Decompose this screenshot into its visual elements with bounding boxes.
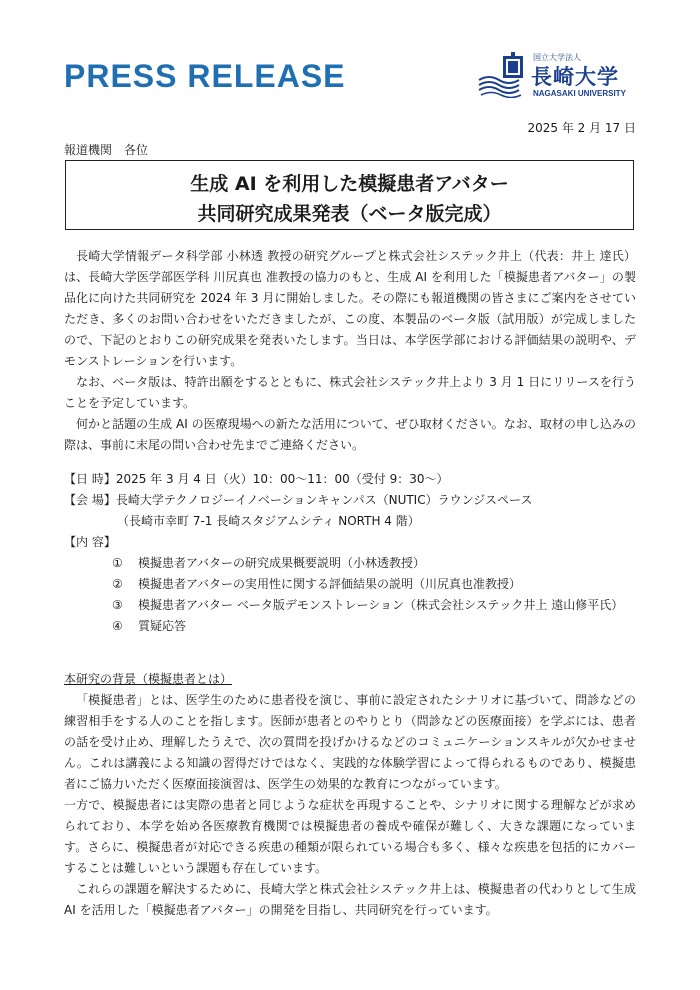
agenda-number: ① bbox=[112, 556, 123, 570]
content-label: 【内 容】 bbox=[64, 535, 116, 549]
background-heading: 本研究の背景（模擬患者とは） bbox=[64, 672, 233, 686]
venue-label: 【会 場】 bbox=[64, 493, 116, 507]
intro-paragraph: 長崎大学情報データ科学部 小林透 教授の研究グループと株式会社システック井上（代表：井上 達氏）は、長崎大学医学部医学科 川尻真也 准教授の協力のもと、生成 AI を利用した「模擬患者アバター」の製品化に向けた共同研究を 2024 年 3 月に開始しました。その際にも報道機関の皆さまにご案内をさせていただき、多くのお問い合わせをいただきましたが、この度、本製品のベータ版（試用版）が完成しましたので、下記のとおりこの研究成果を発表いたします。当日は、本学医学部における評価結果の説明や、デモンストレーションを行います。 bbox=[64, 249, 636, 368]
agenda-item bbox=[64, 616, 636, 637]
press-release-title: PRESS RELEASE bbox=[64, 58, 346, 94]
logo-english-name: NAGASAKI UNIVERSITY bbox=[533, 89, 626, 98]
event-venue: 長崎大学テクノロジーイノベーションキャンパス（NUTIC）ラウンジスペース bbox=[115, 493, 533, 507]
intro-section bbox=[64, 246, 636, 456]
background-section bbox=[64, 669, 636, 921]
university-logo bbox=[477, 50, 637, 100]
background-paragraph: これらの課題を解決するために、長崎大学と株式会社システック井上は、模擬患者の代わりとして生成 AI を活用した「模擬患者アバター」の開発を目指し、共同研究を行っています。 bbox=[64, 882, 636, 917]
title-box bbox=[65, 160, 634, 230]
background-paragraph: 一方で、模擬患者には実際の患者と同じような症状を再現することや、シナリオに関する理解などが求められており、本学を始め各医療教育機関では模擬患者の養成や確保が難しく、大きな課題になっています。さらに、模擬患者が対応できる疾患の種類が限られている場合も多く、様々な疾患を包括的にカバーすることは難しいという課題も存在しています。 bbox=[64, 798, 636, 875]
event-venue-row bbox=[64, 490, 636, 511]
event-venue-address: （長崎市幸町 7-1 長崎スタジアムシティ NORTH 4 階） bbox=[117, 514, 420, 528]
agenda-item bbox=[64, 553, 636, 574]
title-line-2: 共同研究成果発表（ベータ版完成） bbox=[197, 203, 502, 225]
agenda-text: 模擬患者アバターの研究成果概要説明（小林透教授） bbox=[138, 556, 426, 570]
title-line-1: 生成 AI を利用した模擬患者アバター bbox=[190, 173, 509, 195]
event-datetime: 2025 年 3 月 4 日（火）10：00～11：00（受付 9：30～） bbox=[115, 472, 449, 486]
release-date: 2025 年 2 月 17 日 bbox=[527, 121, 636, 135]
agenda-text: 模擬患者アバター ベータ版デモンストレーション（株式会社システック井上 遠山修平氏） bbox=[138, 598, 624, 612]
university-emblem-icon bbox=[477, 50, 527, 98]
datetime-label: 【日 時】 bbox=[64, 472, 116, 486]
agenda-item bbox=[64, 574, 636, 595]
event-datetime-row bbox=[64, 469, 636, 490]
agenda-item bbox=[64, 595, 636, 616]
logo-subtitle: 国立大学法人 bbox=[533, 53, 581, 62]
addressee: 報道機関 各位 bbox=[64, 143, 149, 157]
agenda-text: 模擬患者アバターの実用性に関する評価結果の説明（川尻真也准教授） bbox=[138, 577, 522, 591]
agenda-number: ② bbox=[112, 577, 123, 591]
intro-paragraph: なお、ベータ版は、特許出願をするとともに、株式会社システック井上より 3 月 1 日にリリースを行うことを予定しています。 bbox=[64, 375, 636, 410]
background-paragraph: 「模擬患者」とは、医学生のために患者役を演じ、事前に設定されたシナリオに基づいて、問診などの練習相手をする人のことを指します。医師が患者とのやりとり（問診などの医療面接）を学ぶには、患者の話を受け止め、理解したうえで、次の質問を投げかけるなどのコミュニケーションスキルが欠かせません。これは講義による知識の習得だけではなく、実践的な体験学習によって得られるものであり、模擬患者にご協力いただく医療面接演習は、医学生の効果的な教育につながっています。 bbox=[64, 693, 636, 791]
agenda-text: 質疑応答 bbox=[138, 619, 187, 633]
agenda-number: ④ bbox=[112, 619, 123, 633]
event-details bbox=[64, 469, 636, 637]
logo-university-name: 長崎大学 bbox=[531, 65, 619, 89]
agenda-number: ③ bbox=[112, 598, 123, 612]
intro-paragraph: 何かと話題の生成 AI の医療現場への新たな活用について、ぜひ取材ください。なお、取材の申し込みの際は、事前に末尾の問い合わせ先までご連絡ください。 bbox=[64, 417, 636, 452]
